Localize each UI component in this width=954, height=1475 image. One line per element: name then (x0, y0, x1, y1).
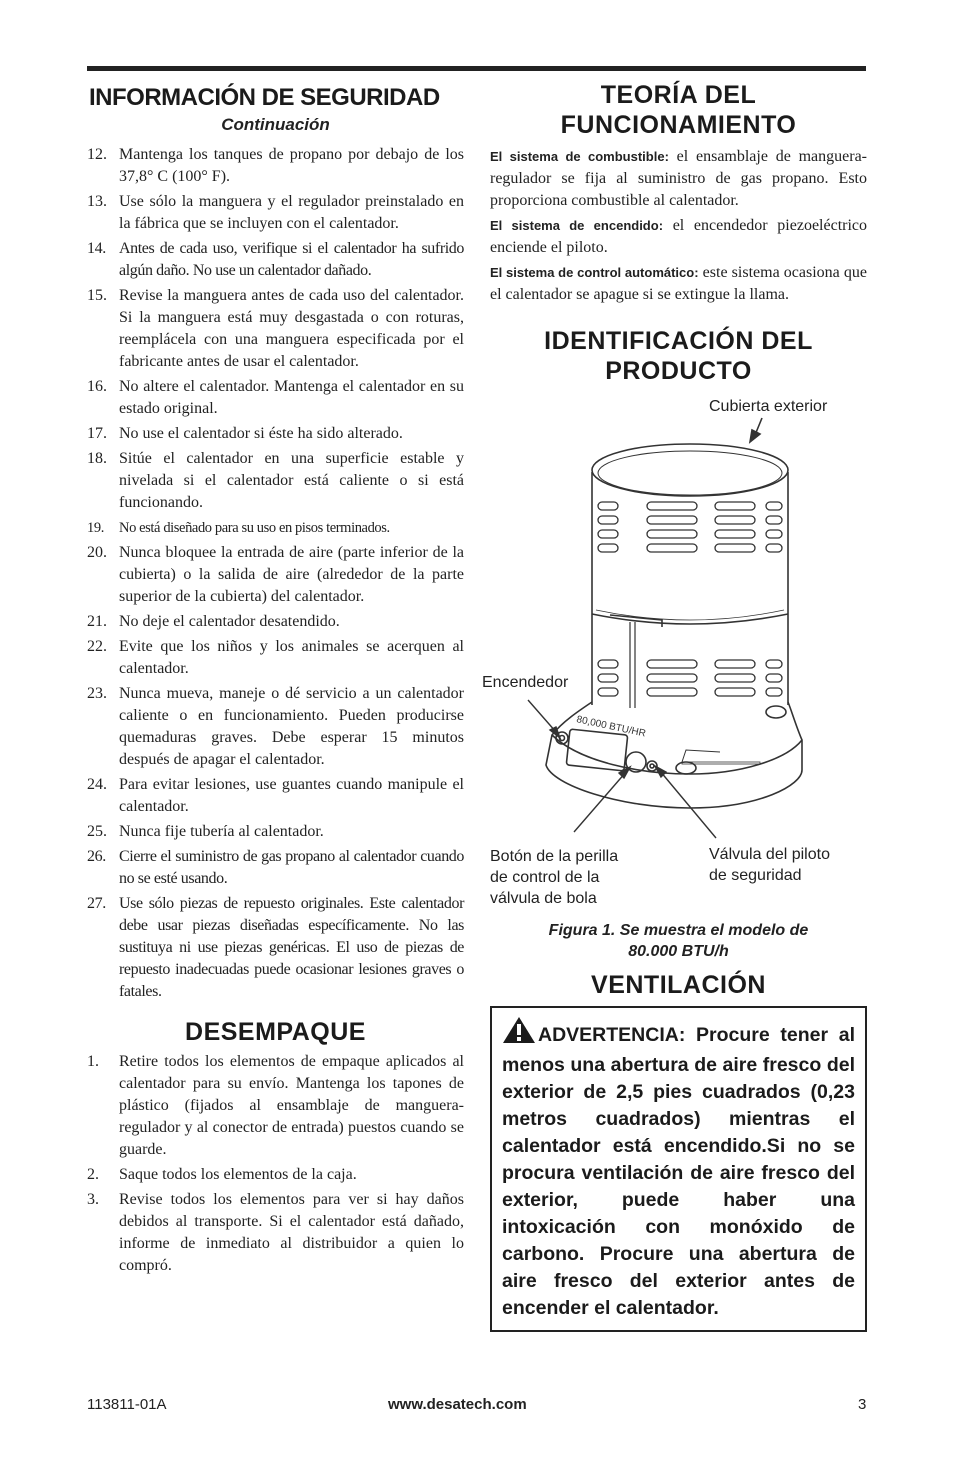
list-item (87, 1051, 464, 1161)
list-item (87, 683, 464, 771)
theory-fuel: El sistema de combustible: el ensamblaje de manguera-regulador se fija al suministro de gas propano. Esto proporciona combustible al calentador. (490, 148, 867, 209)
list-item-text: Saque todos los elementos de la caja. (119, 1166, 357, 1183)
list-item-text: Para evitar lesiones, use guantes cuando manipule el calentador. (119, 776, 464, 815)
list-item-text: Retire todos los elementos de empaque aplicados al calentador para su envío. Mantenga los tapones de plástico (fijados al ensamblaje de manguera-regulador y al conector de entrada) puestos cuando se guarde. (119, 1053, 464, 1158)
list-item (87, 821, 464, 843)
list-item-number: 1. (87, 1053, 99, 1070)
list-item-number: 21. (87, 613, 107, 630)
unpack-list (87, 1051, 464, 1277)
list-item (87, 285, 464, 373)
ident-title-line-2: PRODUCTO (605, 357, 752, 385)
footer-page-number: 3 (858, 1396, 867, 1413)
list-item-number: 25. (87, 823, 107, 840)
label-control-knob: Botón de la perilla de control de la válvula de bola (490, 848, 619, 907)
list-item (87, 636, 464, 680)
list-item (87, 238, 464, 282)
safety-list (87, 144, 464, 1003)
list-item (87, 423, 464, 445)
list-item-text: Evite que los niños y los animales se acerquen al calentador. (119, 638, 464, 677)
list-item (87, 1189, 464, 1277)
footer-website[interactable]: www.desatech.com (388, 1396, 527, 1413)
warning-triangle-icon (502, 1016, 536, 1052)
list-item-number: 26. (87, 848, 106, 865)
top-vents (598, 502, 782, 552)
ventilation-title: VENTILACIÓN (591, 971, 766, 999)
list-item-text: No está diseñado para su uso en pisos terminados. (119, 520, 390, 536)
theory-ignition: El sistema de encendido: el encendedor piezoeléctrico enciende el piloto. (490, 217, 868, 256)
list-item-text: Use sólo piezas de repuesto originales. Este calentador debe usar piezas diseñadas específicamente. No las sustituya ni use piezas genéricas. El uso de piezas de repuesto inadecuadas puede ocasionar lesiones graves o fatales. (119, 895, 464, 1000)
list-item-number: 23. (87, 685, 107, 702)
list-item-number: 17. (87, 425, 107, 442)
figure-caption-line-2: 80.000 BTU/h (628, 943, 729, 960)
list-item-number: 18. (87, 450, 107, 467)
list-item-text: No deje el calentador desatendido. (119, 613, 340, 630)
list-item (87, 774, 464, 818)
list-item-number: 14. (87, 240, 106, 257)
list-item (87, 611, 464, 633)
heater-illustration (490, 390, 867, 920)
list-item-text: Nunca mueva, maneje o dé servicio a un calentador caliente o en funcionamiento. Pueden producirse quemaduras graves. Debe esperar 15 minutos después de apagar el calentador. (119, 685, 464, 768)
label-pilot-valve: Válvula del piloto de seguridad (709, 846, 830, 884)
right-column (482, 80, 868, 1332)
list-item-number: 16. (87, 378, 107, 395)
list-item-number: 20. (87, 544, 107, 561)
list-item-text: Use sólo la manguera y el regulador preinstalado en la fábrica que se incluyen con el calentador. (119, 193, 464, 232)
unpack-title: DESEMPAQUE (185, 1018, 366, 1046)
list-item-text: Nunca bloquee la entrada de aire (parte inferior de la cubierta) o la salida de aire (alrededor de la parte superior de la cubierta) del calentador. (119, 544, 464, 605)
top-rule (87, 66, 866, 71)
list-item-text: No altere el calentador. Mantenga el calentador en su estado original. (119, 378, 464, 417)
list-item-number: 22. (87, 638, 107, 655)
label-igniter: Encendedor (482, 674, 569, 691)
list-item-text: Cierre el suministro de gas propano al calentador cuando no se esté usando. (119, 848, 464, 887)
rating-plate-text: 80,000 BTU/HR (575, 714, 647, 740)
left-column (87, 80, 464, 1280)
theory-title-line-2: FUNCIONAMIENTO (560, 111, 797, 139)
list-item-text: Revise todos los elementos para ver si hay daños debidos al transporte. Si el calentador está dañado, informe de inmediato al distribuidor a quien lo compró. (119, 1191, 464, 1274)
list-item (87, 376, 464, 420)
ident-title-line-1: IDENTIFICACIÓN DEL (544, 327, 813, 355)
list-item-text: Mantenga los tanques de propano por debajo de los 37,8° C (100° F). (119, 146, 464, 185)
theory-control: El sistema de control automático: este sistema ocasiona que el calentador se apague si se extingue la llama. (490, 264, 867, 303)
list-item (87, 542, 464, 608)
list-item-text: Nunca fije tubería al calentador. (119, 823, 324, 840)
list-item-text: Sitúe el calentador en una superficie estable y nivelada si el calentador está caliente o si está funcionando. (119, 450, 464, 511)
list-item (87, 893, 464, 1003)
list-item (87, 191, 464, 235)
leader-lines (528, 700, 716, 838)
heater-figure (482, 390, 867, 920)
list-item (87, 448, 464, 514)
theory-title-line-1: TEORÍA DEL (600, 81, 757, 109)
list-item (87, 144, 464, 188)
safety-title: INFORMACIÓN DE SEGURIDAD (89, 84, 440, 111)
list-item-text: Antes de cada uso, verifique si el calentador ha sufrido algún daño. No use un calentador dañado. (119, 240, 464, 279)
list-item-number: 15. (87, 287, 107, 304)
footer-part-number: 113811-01A (87, 1396, 167, 1413)
list-item-text: No use el calentador si éste ha sido alterado. (119, 425, 403, 442)
list-item-number: 13. (87, 193, 107, 210)
list-item (87, 1164, 464, 1186)
list-item-text: Revise la manguera antes de cada uso del calentador. Si la manguera está muy desgastada o con roturas, reemplácela con una manguera especificada por el fabricante antes de usar el calentador. (119, 287, 464, 370)
warning-box (490, 1006, 867, 1332)
list-item-number: 24. (87, 776, 107, 793)
list-item-number: 27. (87, 895, 106, 912)
list-item-number: 19. (87, 520, 104, 536)
list-item-number: 2. (87, 1166, 99, 1183)
list-item-number: 3. (87, 1191, 99, 1208)
list-item (87, 846, 464, 890)
label-outer-cover: Cubierta exterior (709, 398, 828, 415)
figure-caption-line-1: Figura 1. Se muestra el modelo de (548, 922, 809, 939)
bottom-vents (598, 660, 782, 696)
warning-text: ADVERTENCIA: Procure tener al menos una abertura de aire fresco del exterior de 2,5 pies cuadrados (0,23 metros cuadrados) mientras el calentador está encendido.Si no se procura ventilación de aire fresco del exterior, puede haber una intoxicación con monóxido de carbono. Procure una abertura de aire fresco del exterior antes de encender el calentador. (502, 1024, 855, 1319)
list-item-number: 12. (87, 146, 107, 163)
safety-subtitle: Continuación (221, 115, 330, 134)
list-item (87, 517, 464, 539)
